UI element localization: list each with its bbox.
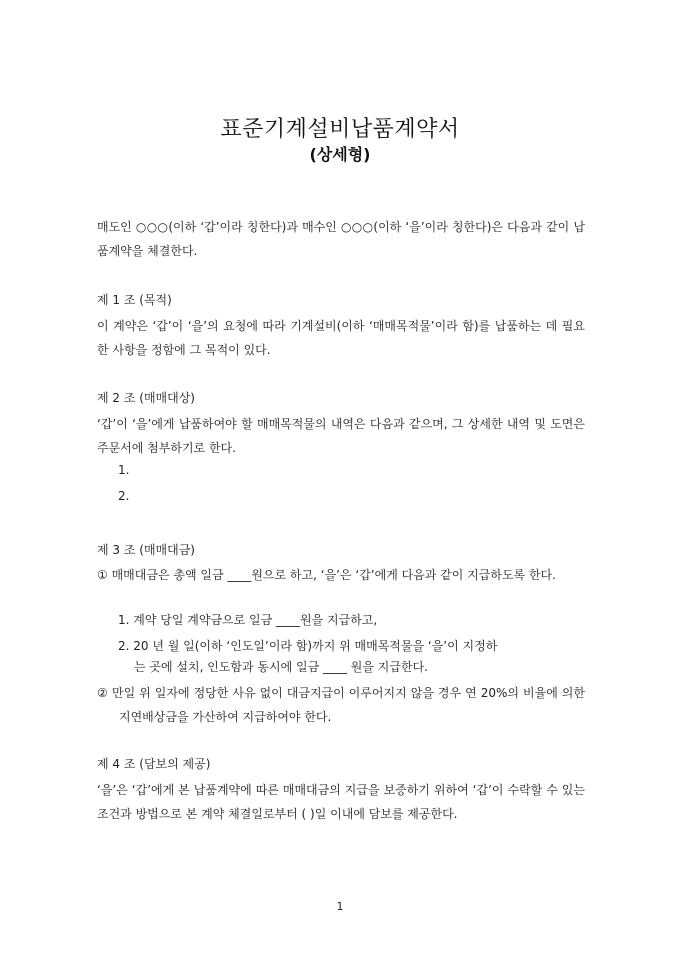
document-subtitle: (상세형) [309,145,371,164]
article-4-body: ‘을’은 ‘갑’에게 본 납품계약에 따른 매매대금의 지급을 보증하기 위하여 ‘갑’이 수락할 수 있는 조건과 방법으로 본 계약 체결일로부터 ( )일 이내에 담보를 제공한다. [97,783,585,821]
article-2-heading: 제 2 조 (매매대상) [97,391,195,405]
article-4-heading: 제 4 조 (담보의 제공) [97,757,211,771]
article-3-clause-1: ① 매매대금은 총액 일금 ____원으로 하고, ‘을’은 ‘갑’에게 다음과 같이 지급하도록 한다. [97,568,556,582]
document-title: 표준기계설비납품계약서 [220,117,460,142]
article-2-item-2: 2. [118,489,130,503]
article-3-sub-item-1: 1. 계약 당일 계약금으로 일금 ____원을 지급하고, [118,613,378,627]
intro-paragraph: 매도인 ○○○(이하 ‘갑’이라 칭한다)과 매수인 ○○○(이하 ‘을’이라 칭한다)은 다음과 같이 납품계약을 체결한다. [97,220,585,258]
article-3-heading: 제 3 조 (매매대금) [97,543,195,557]
article-1-body: 이 계약은 ‘갑’이 ‘을’의 요청에 따라 기계설비(이하 ‘매매목적물’이라 함)를 납품하는 데 필요한 사항을 정함에 그 목적이 있다. [97,319,585,357]
article-1-heading: 제 1 조 (목적) [97,293,172,307]
page-number: 1 [336,900,344,913]
article-2-item-1: 1. [118,463,130,477]
article-3-clause-2: ② 만일 위 일자에 정당한 사유 없이 대금지급이 이루어지지 않을 경우 연 20%의 비율에 의한 지연배상금을 가산하여 지급하여야 한다. [97,686,585,724]
article-3-sub-item-2-continued: 는 곳에 설치, 인도함과 동시에 일금 ____ 원을 지급한다. [134,660,428,674]
article-3-sub-item-2: 2. 20 년 월 일(이하 ‘인도일’이라 함)까지 위 매매목적물을 ‘을’이 지정하 [118,639,498,653]
article-2-body: ‘갑’이 ‘을’에게 납품하여야 할 매매목적물의 내역은 다음과 같으며, 그 상세한 내역 및 도면은 주문서에 첨부하기로 한다. [97,417,585,455]
